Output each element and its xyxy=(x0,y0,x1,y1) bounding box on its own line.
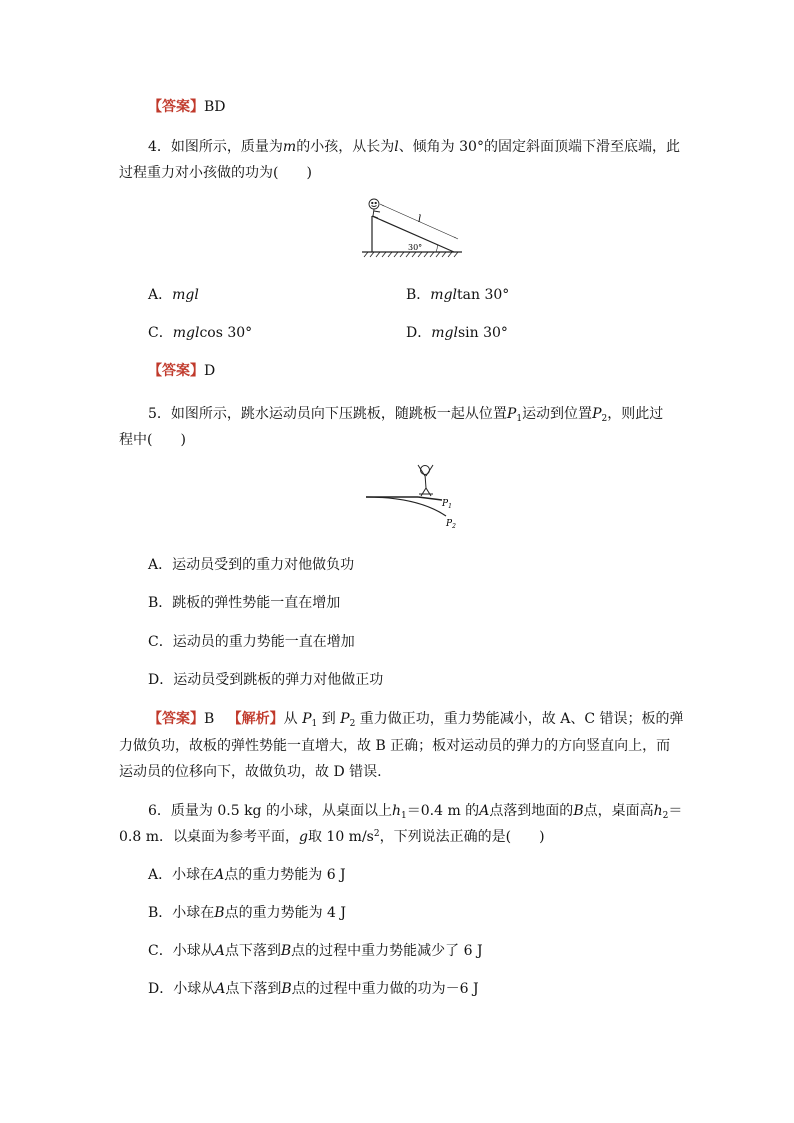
q4-option-b[interactable]: B．mgltan 30° xyxy=(406,287,510,303)
answer-tag: 【答案】 xyxy=(148,711,204,727)
q5-line1: 5．如图所示，跳水运动员向下压跳板，随跳板一起从位置$P_1$运动到位置$P_2$，则此过 xyxy=(148,406,664,424)
q4-text: 、倾角为 30°的固定斜面顶端下滑至底端，此 xyxy=(398,139,680,155)
var-m: m xyxy=(282,139,297,155)
q6-line1: 6．质量为 0.5 kg 的小球，从桌面以上$h_1=0.4$ m 的A点落到地面的B点，桌面高$h_2=$ xyxy=(148,803,683,821)
q5-line2: 程中( ) xyxy=(119,432,186,448)
q6-line2: 0.8 m．以桌面为参考平面，g取 10 $m/s^2$，下列说法正确的是( ) xyxy=(119,829,545,845)
explanation-tag: 【解析】 xyxy=(227,711,284,727)
p1-label: $P_1$ xyxy=(442,499,452,510)
var-l: l xyxy=(394,139,399,155)
q4-line1 xyxy=(148,136,680,156)
explanation-line2: 力做负功，故板的弹性势能一直增大，故 B 正确；板对运动员的弹力的方向竖直向上，而 xyxy=(119,738,671,754)
q6-option-b[interactable]: B．小球在B点的重力势能为 4 J xyxy=(148,905,347,921)
answer-q4 xyxy=(148,360,215,380)
q4-option-a[interactable]: A．mgl xyxy=(148,287,199,303)
answer-q3 xyxy=(148,96,226,116)
answer-q5: 【答案】B 【解析】从 $P_1$ 到 $P_2$ 重力做正功，重力势能减小，故 A、C 错误；板的弹 xyxy=(148,711,684,729)
board-p2 xyxy=(366,497,446,516)
q5-option-c[interactable]: C．运动员的重力势能一直在增加 xyxy=(148,634,355,650)
q5-option-d[interactable]: D．运动员受到跳板的弹力对他做正功 xyxy=(148,672,384,688)
q6-option-d[interactable]: D．小球从A点下落到B点的过程中重力做的功为－6 J xyxy=(148,981,479,997)
answer-tag: 【答案】 xyxy=(148,363,204,379)
q5-option-a[interactable]: A．运动员受到的重力对他做负功 xyxy=(148,557,355,573)
angle-arc xyxy=(436,245,438,253)
q6-option-a[interactable]: A．小球在A点的重力势能为 6 J xyxy=(148,867,346,883)
incline-figure xyxy=(358,195,468,259)
q5-option-b[interactable]: B．跳板的弹性势能一直在增加 xyxy=(148,595,341,611)
p2-label: $P_2$ xyxy=(446,519,456,530)
q4-text: 的小孩，从长为 xyxy=(296,139,395,155)
angle-label: 30° xyxy=(408,243,423,252)
answer-value: B xyxy=(204,711,215,727)
diver-figure xyxy=(418,465,433,496)
length-label: l xyxy=(418,214,422,225)
answer-value: D xyxy=(204,363,216,379)
ground-hatch xyxy=(364,252,458,257)
q4-text: 4．如图所示，质量为 xyxy=(148,139,283,155)
answer-tag: 【答案】 xyxy=(148,99,204,115)
answer-value: BD xyxy=(204,99,226,115)
explanation-line3: 运动员的位移向下，故做负功，故 D 错误. xyxy=(119,764,382,780)
child-figure xyxy=(369,199,380,218)
q4-option-c[interactable]: C．mglcos 30° xyxy=(148,325,253,341)
diving-board-figure xyxy=(362,458,466,534)
q4-line2: 过程重力对小孩做的功为( ) xyxy=(119,165,312,181)
q4-option-d[interactable]: D．mglsin 30° xyxy=(406,325,508,341)
q6-option-c[interactable]: C．小球从A点下落到B点的过程中重力势能减少了 6 J xyxy=(148,943,483,959)
